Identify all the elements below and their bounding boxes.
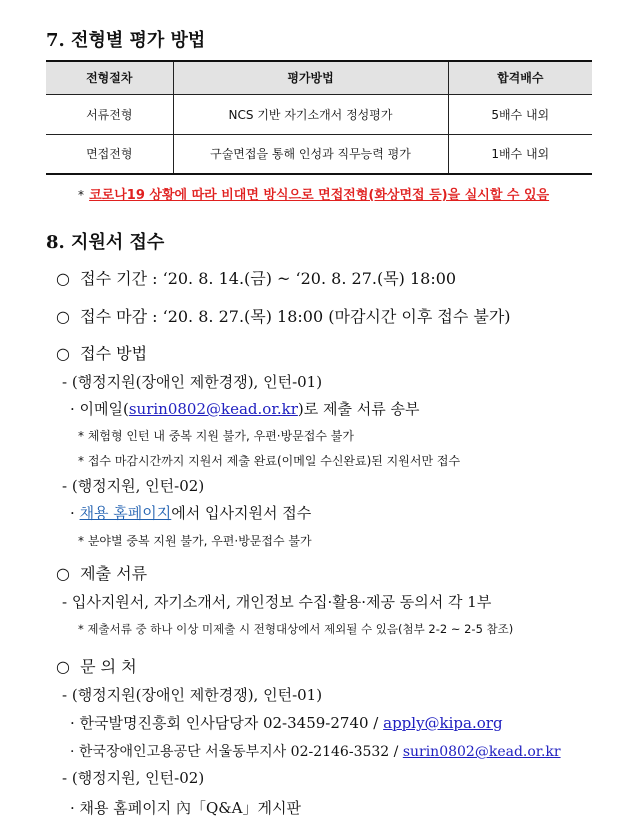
cell: NCS 기반 자기소개서 정성평가 [173, 94, 448, 134]
method-a-email-link[interactable]: surin0802@kead.or.kr [128, 400, 298, 418]
contact-b-head: - (행정지원, 인턴-02) [62, 769, 205, 787]
method-b-line [70, 502, 311, 523]
contact-a2-text: · 한국장애인고용공단 서울동부지사 02-2146-3532 / [70, 744, 403, 760]
cell: 서류전형 [46, 94, 173, 134]
method-a-note1: * 체험형 인턴 내 중복 지원 불가, 우편·방문접수 불가 [78, 429, 354, 443]
bullet-icon: ○ [56, 269, 70, 288]
bullet-icon: ○ [56, 344, 70, 363]
contact-a1-text: · 한국발명진흥회 인사담당자 02-3459-2740 / [70, 714, 384, 732]
note-text: 코로나19 상황에 따라 비대면 방식으로 면접전형(화상면접 등)을 실시할 수 있음 [89, 188, 550, 203]
method-item [56, 341, 147, 364]
cell: 면접전형 [46, 134, 173, 174]
docs-item [56, 561, 147, 584]
docs-title: 제출 서류 [80, 564, 148, 583]
note-star: * [78, 188, 84, 202]
kead-email-link[interactable]: surin0802@kead.or.kr [402, 744, 561, 760]
cell: 5배수 내외 [448, 94, 592, 134]
covid-note [78, 184, 549, 203]
contact-b1: · 채용 홈페이지 內「Q&A」게시판 [70, 799, 301, 817]
deadline-item [56, 304, 511, 327]
contact-a2 [70, 741, 561, 761]
contact-item [56, 654, 137, 677]
method-a-post: )로 제출 서류 송부 [297, 400, 420, 418]
docs-line: - 입사지원서, 자기소개서, 개인정보 수집·활용·제공 동의서 각 1부 [62, 593, 492, 611]
recruit-homepage-link[interactable]: 채용 홈페이지 [79, 504, 172, 522]
period-item [56, 266, 456, 289]
bullet-icon: ○ [56, 657, 70, 676]
method-a-line [70, 398, 419, 419]
bullet-icon: ○ [56, 564, 70, 583]
header-multiple: 합격배수 [448, 61, 592, 94]
evaluation-table [46, 60, 592, 175]
table-header-row [46, 61, 592, 94]
period-text: 접수 기간 : ‘20. 8. 14.(금) ~ ‘20. 8. 27.(목) 18:00 [80, 269, 457, 288]
bullet-icon: ○ [56, 307, 70, 326]
method-b-head: - (행정지원, 인턴-02) [62, 477, 205, 495]
contact-a1 [70, 712, 503, 733]
docs-note: * 제출서류 중 하나 이상 미제출 시 전형대상에서 제외될 수 있음(첨부 2-2 ~ 2-5 참조) [78, 622, 514, 636]
deadline-text: 접수 마감 : ‘20. 8. 27.(목) 18:00 (마감시간 이후 접수 불가) [80, 307, 511, 326]
header-procedure: 전형절차 [46, 61, 173, 94]
method-a-note2: * 접수 마감시간까지 지원서 제출 완료(이메일 수신완료)된 지원서만 접수 [78, 454, 461, 468]
contact-title: 문 의 처 [80, 657, 137, 676]
section-7-title: 7. 전형별 평가 방법 [46, 30, 206, 51]
method-b-post: 에서 입사지원서 접수 [171, 504, 312, 522]
table-row [46, 134, 592, 174]
kipa-email-link[interactable]: apply@kipa.org [383, 714, 503, 732]
method-a-head: - (행정지원(장애인 제한경쟁), 인턴-01) [62, 373, 323, 391]
cell: 구술면접을 통해 인성과 직무능력 평가 [173, 134, 448, 174]
header-method: 평가방법 [173, 61, 448, 94]
table-row [46, 94, 592, 134]
cell: 1배수 내외 [448, 134, 592, 174]
method-a-pre: · 이메일( [70, 400, 129, 418]
method-b-note: * 분야별 중복 지원 불가, 우편·방문접수 불가 [78, 534, 312, 548]
contact-a-head: - (행정지원(장애인 제한경쟁), 인턴-01) [62, 686, 323, 704]
section-8-title: 8. 지원서 접수 [46, 232, 165, 253]
method-b-dot: · [70, 504, 75, 522]
method-title: 접수 방법 [80, 344, 148, 363]
